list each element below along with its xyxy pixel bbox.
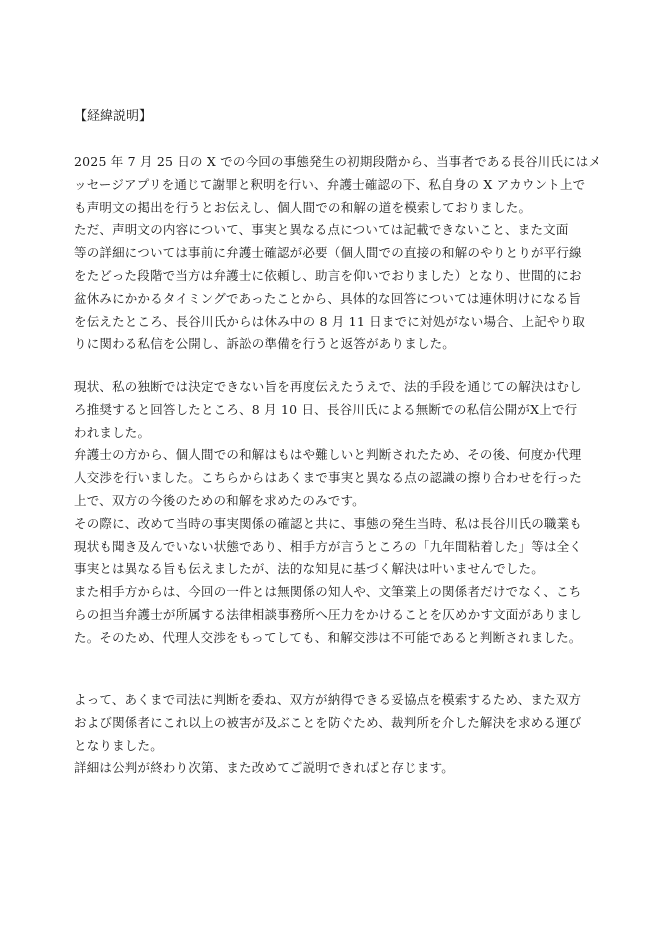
text-line: りに関わる私信を公開し、訴訟の準備を行うと返答がありました。 [74,336,456,352]
text-line: 現状も聞き及んでいない状態であり、相手方が言うところの「九年間粘着した」等は全く [74,538,583,554]
text-line: も声明文の掲出を行うとお伝えし、個人間での和解の道を模索しておりました。 [74,199,532,215]
text-line: よって、あくまで司法に判断を委ね、双方が納得できる妥協点を模索するため、また双方 [74,692,582,707]
document-heading: 【経緯説明】 [74,109,153,124]
text-line: を伝えたところ、長谷川氏からは休み中の 8 月 11 日までに対処がない場合、上記やり取 [74,313,586,329]
text-line: らの担当弁護士が所属する法律相談事務所へ圧力をかけることを仄めかす文面がありまし [74,606,583,622]
text-line: 等の詳細については事前に弁護士確認が必要（個人間での直接の和解のやりとりが平行線 [74,245,582,261]
text-line: 事実とは異なる旨も伝えましたが、法的な知見に基づく解決は叶いませんでした。 [74,561,544,577]
text-line: その際に、改めて当時の事実関係の確認と共に、事態の発生当時、私は長谷川氏の職業も [74,515,583,531]
text-line: ろ推奨すると回答したところ、8 月 10 日、長谷川氏による無断での私信公開がX上で行 [74,401,578,417]
text-line: となりました。 [74,737,163,753]
text-line: 詳細は公判が終わり次第、また改めてご説明できればと存じます。 [74,760,455,776]
text-line: 上で、双方の今後のための和解を求めたのみです。 [74,492,365,508]
paragraph-negotiation [74,376,599,650]
paragraph-initial-contact [74,151,602,356]
text-line: 現状、私の独断では決定できない旨を再度伝えたうえで、法的手段を通じての解決はむし [74,379,582,394]
text-line: ただ、声明文の内容について、事実と異なる点については記載できないこと、また文面 [74,222,569,238]
text-line: 2025 年 7 月 25 日の X での今回の事態発生の初期段階から、当事者である長谷川氏にはメ [74,154,602,169]
text-line: 盆休みにかかるタイミングであったことから、具体的な回答については連休明けになる旨 [74,290,582,306]
text-line: われました。 [74,424,151,440]
text-line: ッセージアプリを通じて謝罪と釈明を行い、弁護士確認の下、私自身の X アカウント上で [74,176,586,192]
text-line: および関係者にこれ以上の被害が及ぶことを防ぐため、裁判所を介した解決を求める運び [74,714,582,730]
text-line: た。そのため、代理人交渉をもってしても、和解交渉は不可能であると判断されました。 [74,629,582,645]
text-line: また相手方からは、今回の一件とは無関係の知人や、文筆業上の関係者だけでなく、こち [74,584,582,600]
text-line: 人交渉を行いました。こちらからはあくまで事実と異なる点の認識の擦り合わせを行った [74,470,583,486]
paragraph-conclusion [74,689,599,780]
text-line: 弁護士の方から、個人間での和解はもはや難しいと判断されたため、その後、何度か代理 [74,447,582,463]
text-line: をたどった段階で当方は弁護士に依頼し、助言を仰いでおりました）となり、世間的にお [74,267,582,283]
